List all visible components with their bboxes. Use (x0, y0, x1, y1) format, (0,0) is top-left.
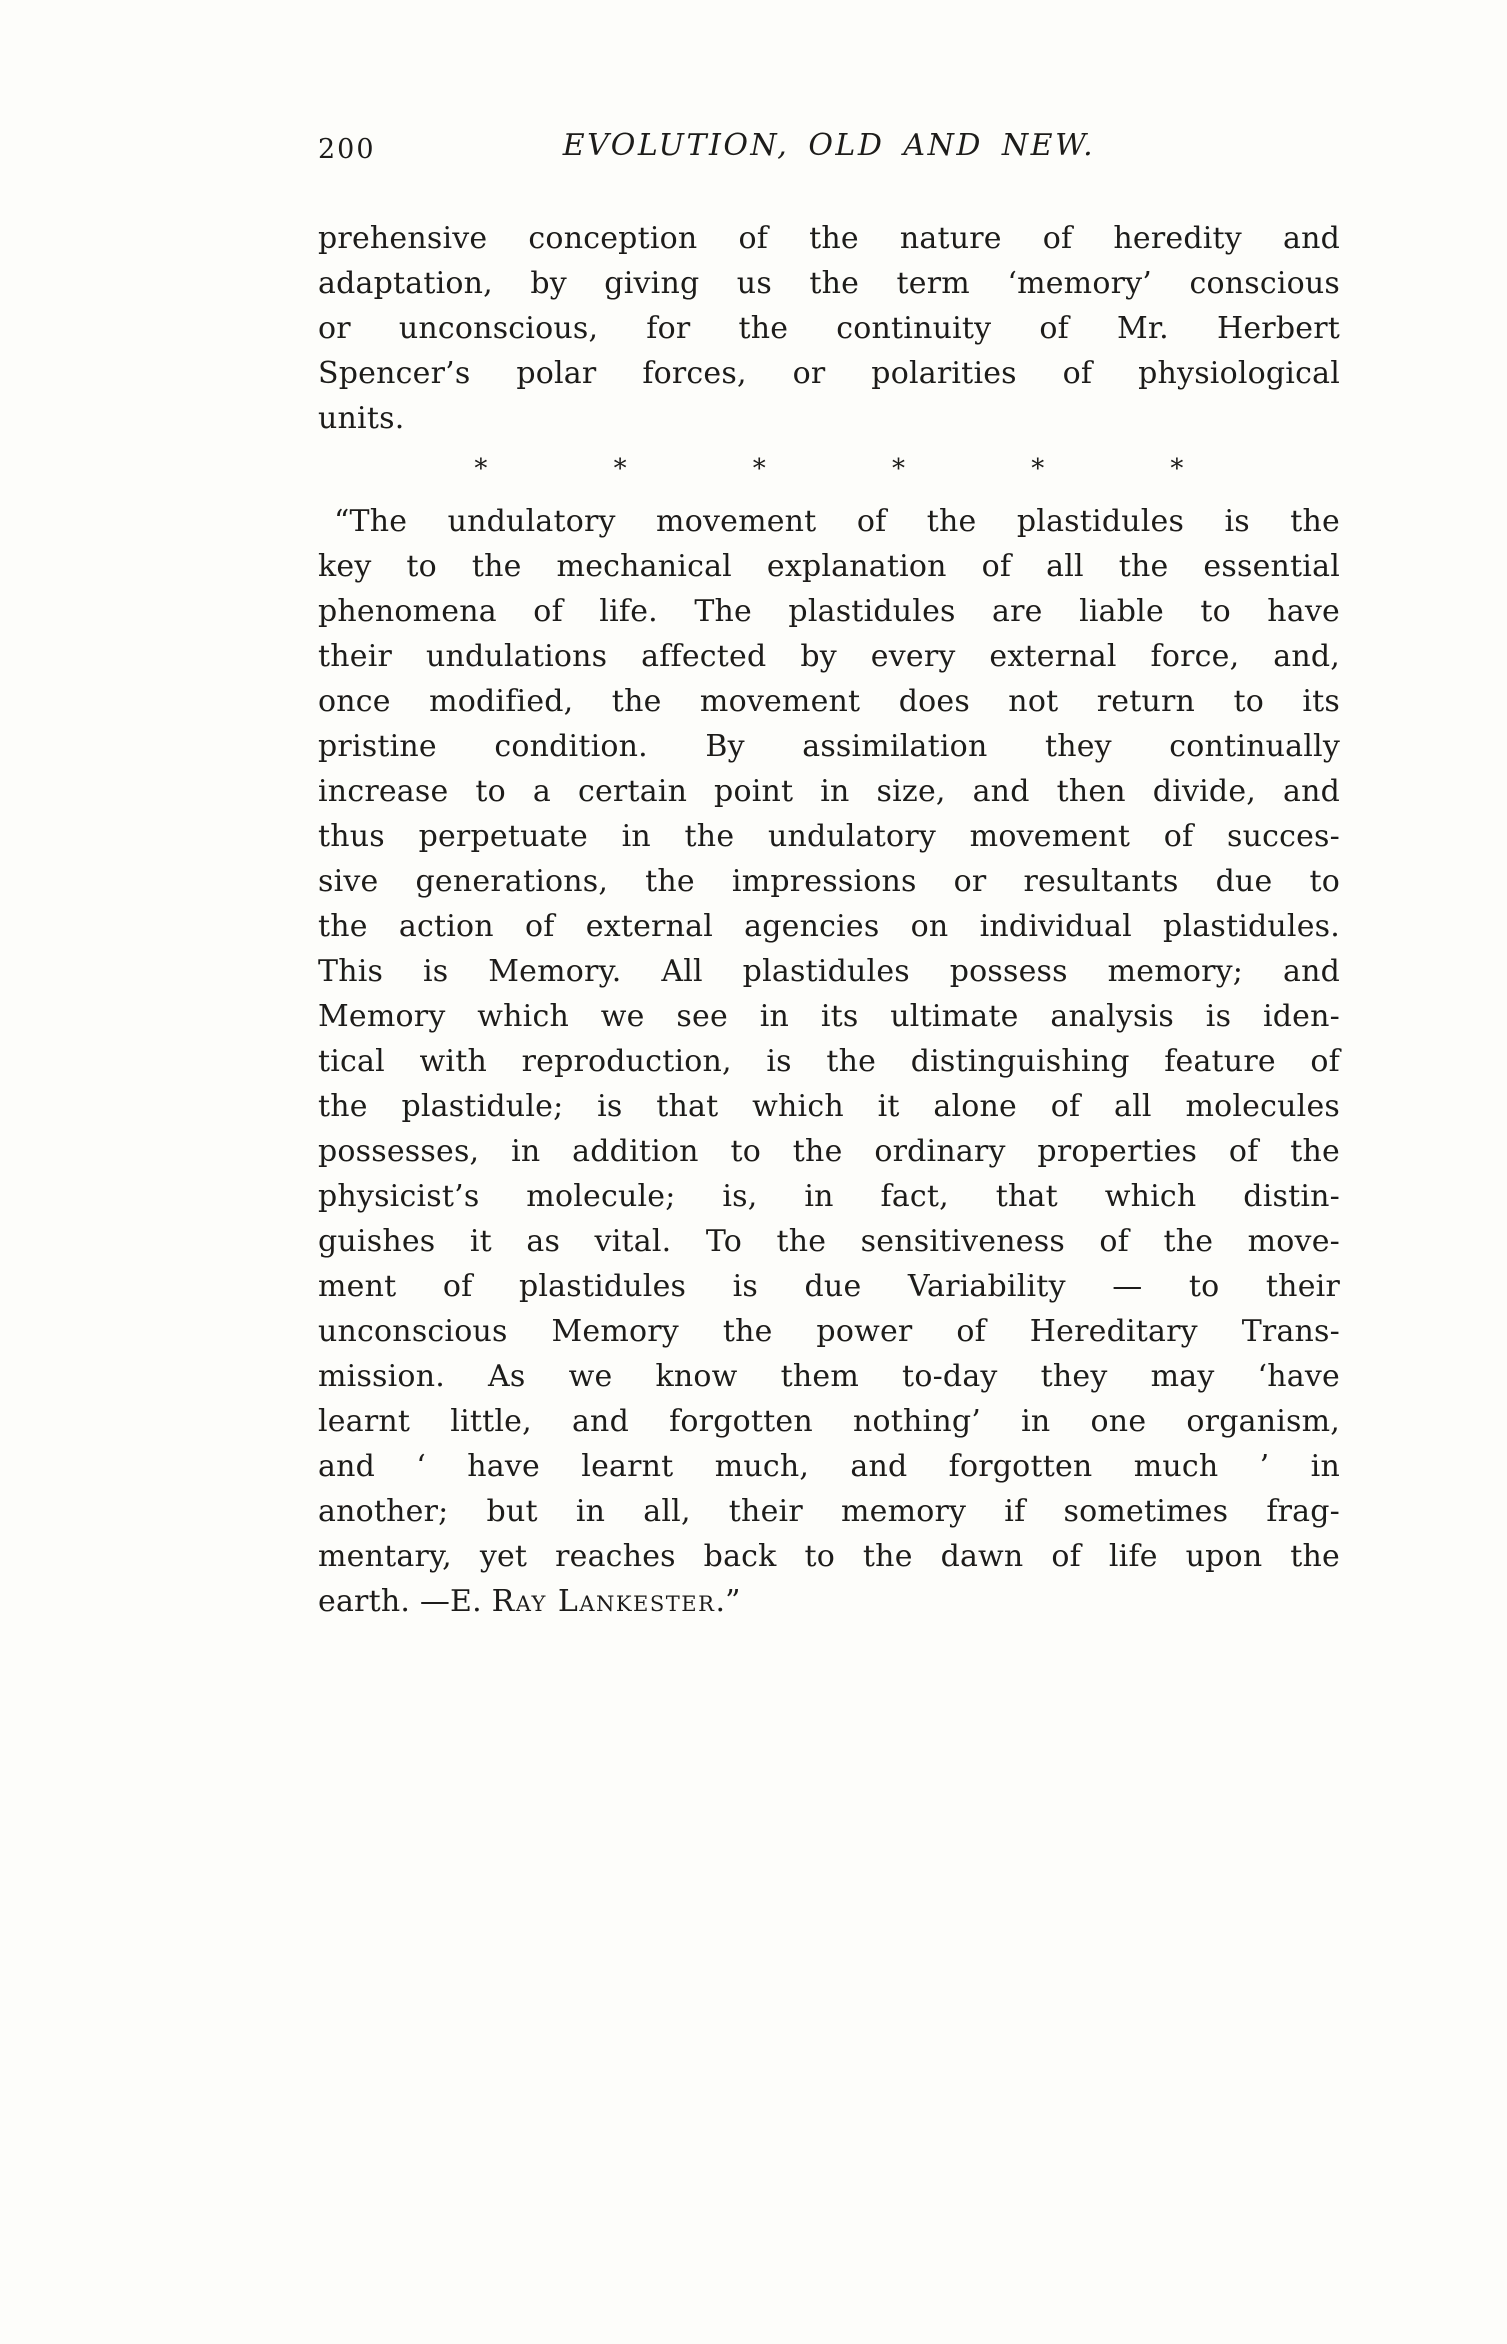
text-line: prehensive conception of the nature of heredity and (318, 221, 1340, 256)
text-line: Spencer’s polar forces, or polarities of physiological (318, 356, 1340, 391)
text-line: phenomena of life. The plastidules are liable to have (318, 594, 1340, 629)
text-line: ment of plastidules is due Variability — to their (318, 1269, 1340, 1304)
text-line: This is Memory. All plastidules possess memory; and (318, 954, 1340, 989)
text-line: key to the mechanical explanation of all the essential (318, 549, 1340, 584)
text-line: * (1031, 454, 1045, 484)
text-line: and ‘ have learnt much, and forgotten much ’ in (318, 1449, 1340, 1484)
text-line: the plastidule; is that which it alone of all molecules (318, 1089, 1340, 1124)
text-line: increase to a certain point in size, and then divide, and (318, 774, 1340, 809)
text-line: mission. As we know them to-day they may ‘have (318, 1359, 1340, 1394)
text-line: “The undulatory movement of the plastidules is the (334, 504, 1340, 539)
text-line: the action of external agencies on individual plastidules. (318, 909, 1340, 944)
text-line: pristine condition. By assimilation they continually (318, 729, 1340, 764)
text-line: tical with reproduction, is the distinguishing feature of (318, 1044, 1340, 1079)
running-title: EVOLUTION, OLD AND NEW. (562, 128, 1096, 163)
text-line: * (892, 454, 906, 484)
text-line: guishes it as vital. To the sensitiveness of the move- (318, 1224, 1340, 1259)
text-line: * (1170, 454, 1184, 484)
text-line: or unconscious, for the continuity of Mr. Herbert (318, 311, 1340, 346)
text-line: once modified, the movement does not return to its (318, 684, 1340, 719)
text-line: physicist’s molecule; is, in fact, that which distin- (318, 1179, 1340, 1214)
text-line: mentary, yet reaches back to the dawn of life upon the (318, 1539, 1340, 1574)
text-line: * (752, 454, 766, 484)
attribution-name: Ray Lankester (491, 1584, 716, 1619)
text-line: sive generations, the impressions or resultants due to (318, 864, 1340, 899)
asterisk-separator (318, 445, 1340, 493)
text-line: possesses, in addition to the ordinary properties of the (318, 1134, 1340, 1169)
text-line: adaptation, by giving us the term ‘memory’ conscious (318, 266, 1340, 301)
text-line: unconscious Memory the power of Hereditary Trans- (318, 1314, 1340, 1349)
attribution-suffix: .” (715, 1584, 741, 1619)
paragraph-continuation (318, 216, 1340, 441)
text-line: another; but in all, their memory if sometimes frag- (318, 1494, 1340, 1529)
text-line: * (613, 454, 627, 484)
text-line: learnt little, and forgotten nothing’ in one organism, (318, 1404, 1340, 1439)
text-line: * (474, 454, 488, 484)
attribution-prefix: earth. —E. (318, 1584, 492, 1619)
page-header (318, 128, 1340, 180)
text-line: Memory which we see in its ultimate analysis is iden- (318, 999, 1340, 1034)
quote-last-line (318, 1579, 1340, 1624)
text-line: their undulations affected by every external force, and, (318, 639, 1340, 674)
text-line: thus perpetuate in the undulatory movement of succes- (318, 819, 1340, 854)
text-line: units. (318, 401, 405, 436)
page-number: 200 (318, 134, 376, 165)
quote-paragraph (318, 499, 1340, 1579)
text-block (318, 128, 1340, 1624)
